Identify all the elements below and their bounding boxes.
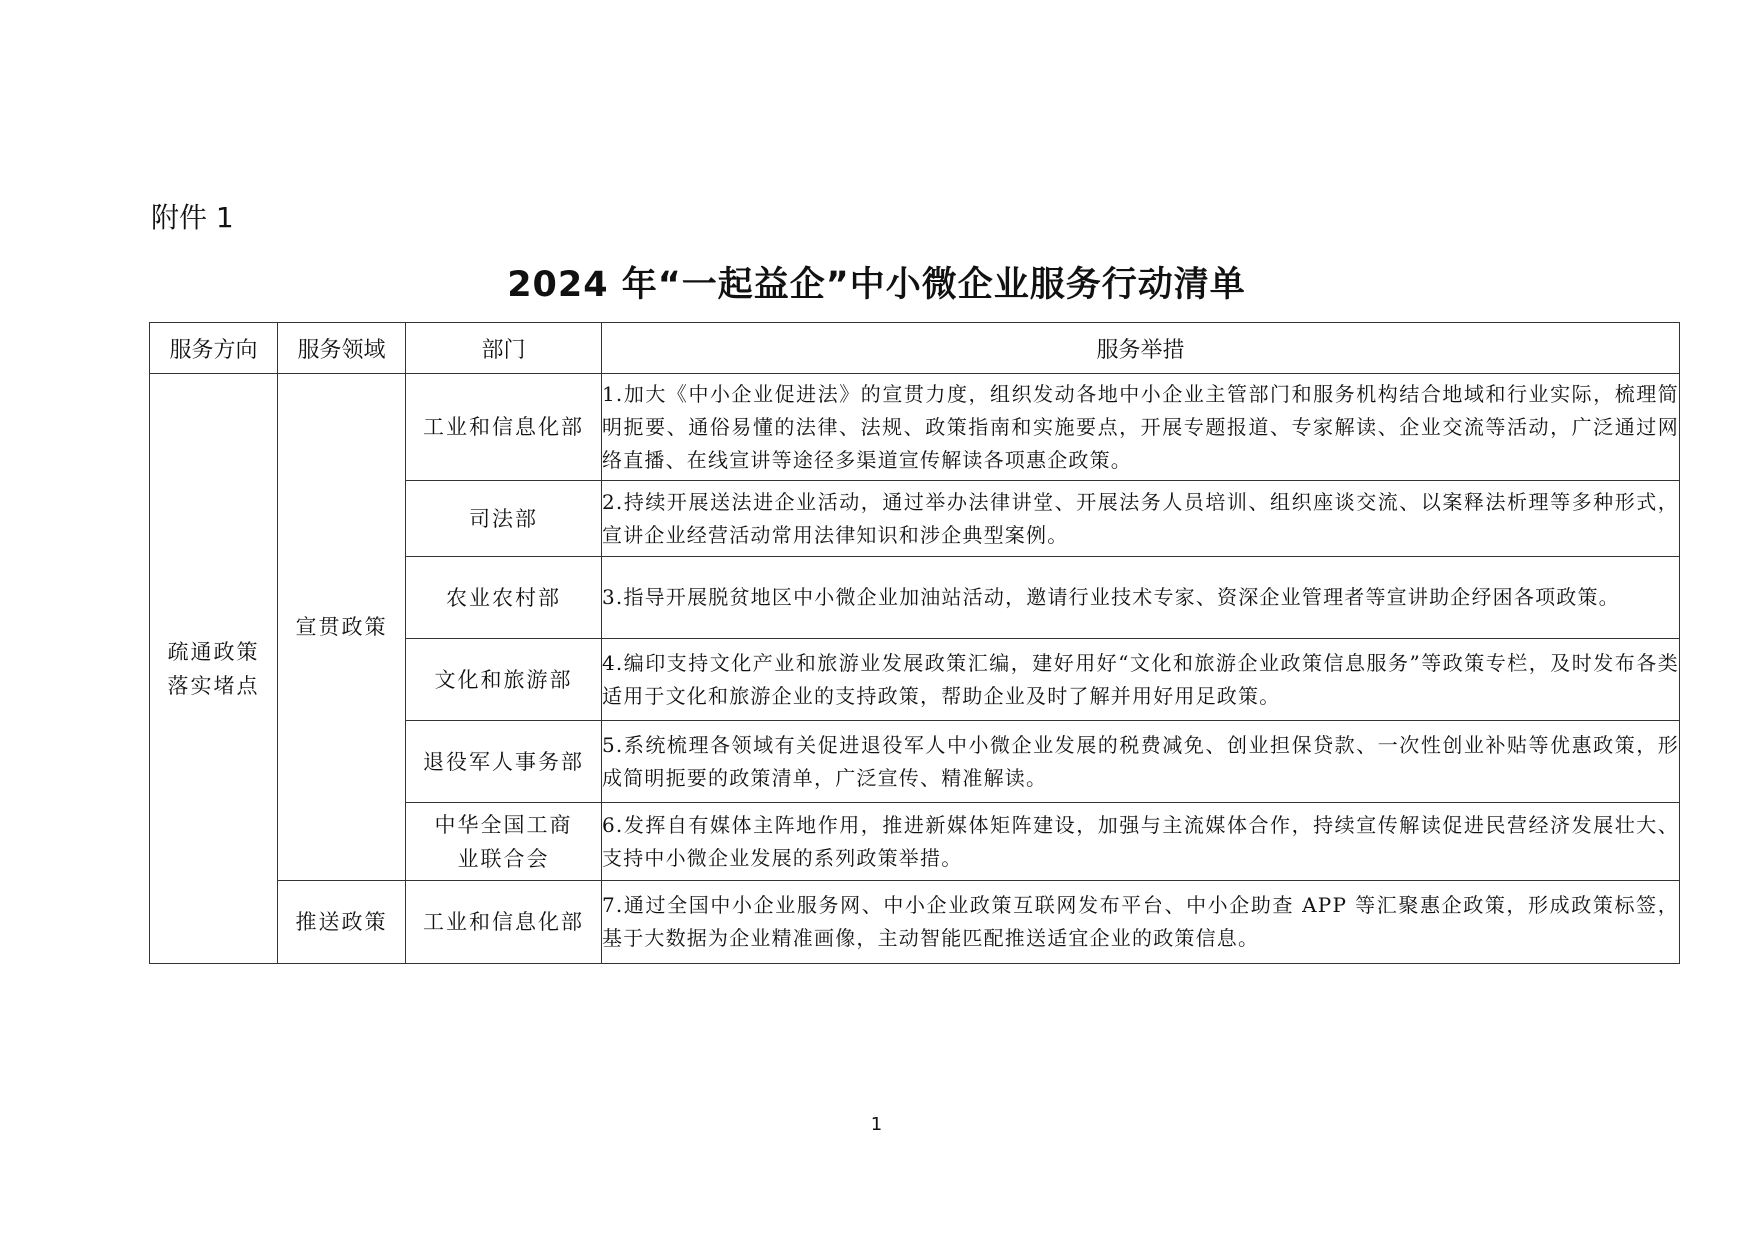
- column-header-measures: 服务举措: [602, 323, 1680, 374]
- department-text: 司法部: [469, 506, 538, 531]
- measure-cell: 6.发挥自有媒体主阵地作用，推进新媒体矩阵建设，加强与主流媒体合作，持续宣传解读促进民营经济发展壮大、支持中小微企业发展的系列政策举措。: [602, 803, 1680, 881]
- department-cell: [406, 557, 602, 639]
- column-header-department: 部门: [406, 323, 602, 374]
- department-cell: [406, 374, 602, 481]
- measure-cell: 3.指导开展脱贫地区中小微企业加油站活动，邀请行业技术专家、资深企业管理者等宣讲助企纾困各项政策。: [602, 557, 1680, 639]
- department-cell: [406, 721, 602, 803]
- department-text: 退役军人事务部: [423, 749, 584, 774]
- document-title: 2024 年“一起益企”中小微企业服务行动清单: [507, 265, 1246, 305]
- department-cell: [406, 881, 602, 964]
- measure-cell: 1.加大《中小企业促进法》的宣贯力度，组织发动各地中小企业主管部门和服务机构结合地域和行业实际，梳理简明扼要、通俗易懂的法律、法规、政策指南和实施要点，开展专题报道、专家解读、企业交流等活动，广泛通过网络直播、在线宣讲等途径多渠道宣传解读各项惠企政策。: [602, 374, 1680, 481]
- measure-cell: 7.通过全国中小企业服务网、中小企业政策互联网发布平台、中小企助查 APP 等汇聚惠企政策，形成政策标签，基于大数据为企业精准画像，主动智能匹配推送适宜企业的政策信息。: [602, 881, 1680, 964]
- department-cell: [406, 481, 602, 557]
- service-action-table: [149, 322, 1680, 964]
- service-field-publicize-text: 宣贯政策: [295, 615, 388, 639]
- service-direction-text: 疏通政策落实堵点: [167, 639, 260, 698]
- service-field-cell-publicize: [278, 374, 406, 881]
- table-row: [150, 374, 1680, 481]
- department-text: 文化和旅游部: [434, 667, 573, 692]
- measure-cell: 4.编印支持文化产业和旅游业发展政策汇编，建好用好“文化和旅游企业政策信息服务”等政策专栏，及时发布各类适用于文化和旅游企业的支持政策，帮助企业及时了解并用好用足政策。: [602, 639, 1680, 721]
- department-text: 工业和信息化部: [423, 415, 584, 439]
- service-field-push-text: 推送政策: [295, 910, 388, 934]
- department-text: 中华全国工商业联合会: [434, 812, 573, 871]
- department-text: 农业农村部: [446, 585, 561, 610]
- service-direction-cell: [150, 374, 278, 964]
- table-header-row: [150, 323, 1680, 374]
- department-cell: [406, 639, 602, 721]
- column-header-direction: 服务方向: [150, 323, 278, 374]
- department-cell: [406, 803, 602, 881]
- attachment-label: 附件 1: [151, 201, 234, 234]
- measure-cell: 5.系统梳理各领域有关促进退役军人中小微企业发展的税费减免、创业担保贷款、一次性创业补贴等优惠政策，形成简明扼要的政策清单，广泛宣传、精准解读。: [602, 721, 1680, 803]
- service-field-cell-push: [278, 881, 406, 964]
- measure-cell: 2.持续开展送法进企业活动，通过举办法律讲堂、开展法务人员培训、组织座谈交流、以案释法析理等多种形式，宣讲企业经营活动常用法律知识和涉企典型案例。: [602, 481, 1680, 557]
- page-number: 1: [870, 1114, 883, 1135]
- department-text: 工业和信息化部: [423, 910, 584, 934]
- column-header-field: 服务领域: [278, 323, 406, 374]
- table-row: [150, 881, 1680, 964]
